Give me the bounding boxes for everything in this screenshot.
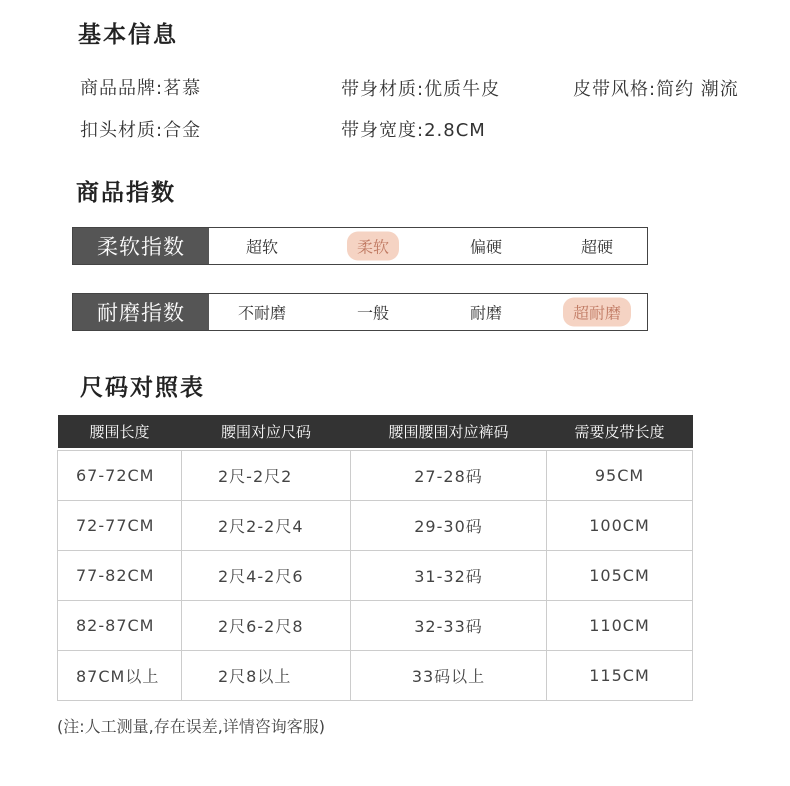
basic-info-title: 基本信息 <box>78 22 178 48</box>
table-cell: 31-32码 <box>351 551 547 601</box>
table-cell: 87CM以上 <box>58 651 182 701</box>
durability-index-label: 耐磨指数 <box>73 294 209 330</box>
brand-info: 商品品牌:茗慕 <box>80 78 202 99</box>
table-cell: 29-30码 <box>351 501 547 551</box>
table-cell: 33码以上 <box>351 651 547 701</box>
softness-option: 柔软 <box>347 232 399 261</box>
table-row <box>58 501 693 551</box>
index-title: 商品指数 <box>76 180 176 206</box>
table-cell: 105CM <box>547 551 693 601</box>
table-cell: 82-87CM <box>58 601 182 651</box>
softness-index-row <box>72 227 648 265</box>
durability-option: 超耐磨 <box>563 298 631 327</box>
softness-option: 偏硬 <box>469 237 503 257</box>
table-cell: 110CM <box>547 601 693 651</box>
band-material-info: 带身材质:优质牛皮 <box>341 79 501 100</box>
header-waist-length: 腰围长度 <box>58 415 182 448</box>
table-cell: 32-33码 <box>351 601 547 651</box>
softness-index-label: 柔软指数 <box>73 228 209 264</box>
table-row <box>58 601 693 651</box>
style-info: 皮带风格:简约 潮流 <box>573 79 739 100</box>
size-chart-table <box>57 415 693 701</box>
measurement-note: (注:人工测量,存在误差,详情咨询客服) <box>57 717 326 736</box>
durability-index-row <box>72 293 648 331</box>
table-row <box>58 651 693 701</box>
durability-option: 一般 <box>356 303 390 323</box>
table-cell: 2尺2-2尺4 <box>182 501 351 551</box>
table-cell: 77-82CM <box>58 551 182 601</box>
table-cell: 2尺4-2尺6 <box>182 551 351 601</box>
band-width-info: 带身宽度:2.8CM <box>341 120 486 141</box>
header-belt-length: 需要皮带长度 <box>547 415 693 448</box>
table-cell: 95CM <box>547 451 693 501</box>
table-cell: 72-77CM <box>58 501 182 551</box>
table-cell: 27-28码 <box>351 451 547 501</box>
softness-option: 超硬 <box>580 237 614 257</box>
header-waist-size: 腰围对应尺码 <box>182 415 351 448</box>
header-pants-size: 腰围腰围对应裤码 <box>351 415 547 448</box>
durability-option: 耐磨 <box>469 303 503 323</box>
table-header-row <box>58 415 693 448</box>
durability-option: 不耐磨 <box>237 303 287 323</box>
size-chart-title: 尺码对照表 <box>80 375 205 401</box>
table-cell: 2尺6-2尺8 <box>182 601 351 651</box>
table-row <box>58 451 693 501</box>
table-cell: 2尺-2尺2 <box>182 451 351 501</box>
table-cell: 115CM <box>547 651 693 701</box>
table-cell: 100CM <box>547 501 693 551</box>
buckle-material-info: 扣头材质:合金 <box>80 120 202 141</box>
table-row <box>58 551 693 601</box>
softness-option: 超软 <box>245 237 279 257</box>
table-cell: 2尺8以上 <box>182 651 351 701</box>
table-cell: 67-72CM <box>58 451 182 501</box>
